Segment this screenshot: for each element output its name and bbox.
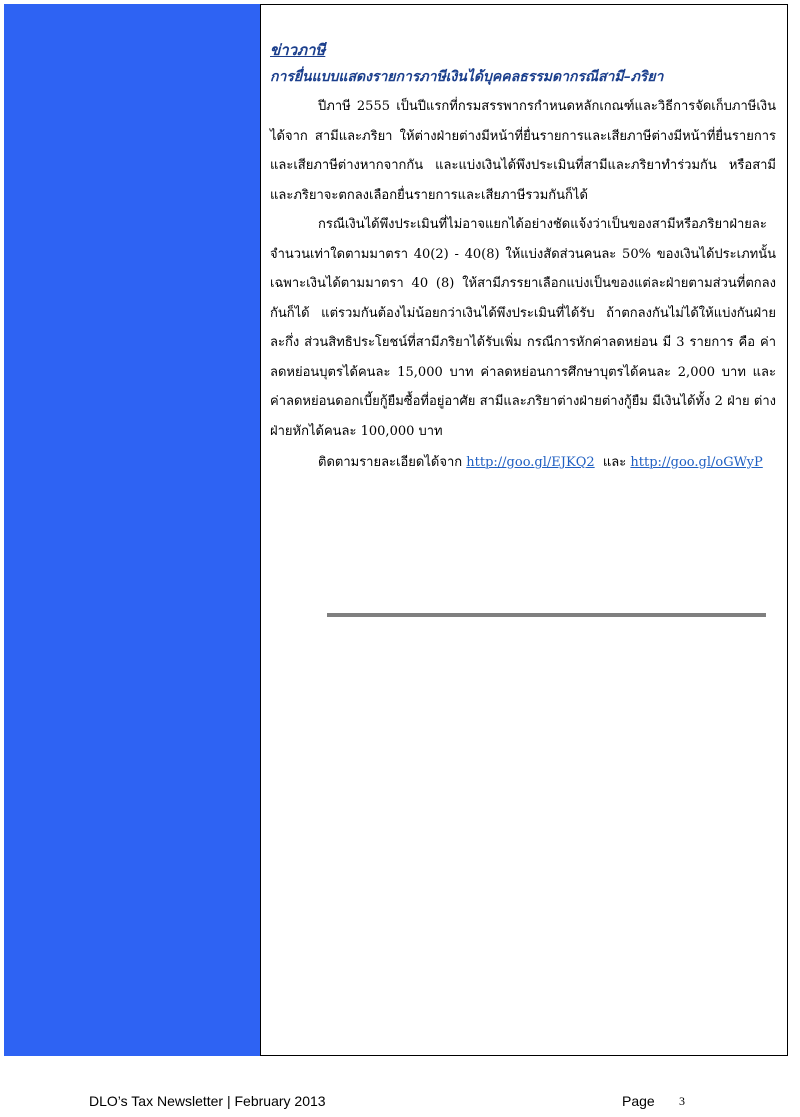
- reference-link-1[interactable]: http://goo.gl/EJKQ2: [466, 455, 595, 470]
- footer-page-label: Page: [622, 1093, 655, 1109]
- page-footer: [0, 1093, 800, 1113]
- follow-up-line: [270, 448, 776, 478]
- footer-page-number: 3: [679, 1094, 685, 1108]
- article-title: การยื่นแบบแสดงรายการภาษีเงินได้บุคคลธรรมดากรณีสามี–ภริยา: [270, 69, 664, 85]
- article-paragraph-2: กรณีเงินได้พึงประเมินที่ไม่อาจแยกได้อย่างชัดแจ้งว่าเป็นของสามีหรือภริยาฝ่ายละจำนวนเท่าใดตามมาตรา 40(2) - 40(8) ให้แบ่งสัดส่วนคนละ 50% ของเงินได้ประเภทนั้น เฉพาะเงินได้ตามมาตรา 40 (8) ให้สามีภรรยาเลือกแบ่งเป็นของแต่ละฝ่ายตามส่วนที่ตกลงกันก็ได้ แต่รวมกันต้องไม่น้อยกว่าเงินได้พึงประเมินที่ได้รับ ถ้าตกลงกันไม่ได้ให้แบ่งกันฝ่ายละกึ่ง ส่วนสิทธิประโยชน์ที่สามีภริยาได้รับเพิ่ม กรณีการหักค่าลดหย่อน มี 3 รายการ คือ ค่าลดหย่อนบุตรได้คนละ 15,000 บาท ค่าลดหย่อนการศึกษาบุตรได้คนละ 2,000 บาท และค่าลดหย่อนดอกเบี้ยกู้ยืมซื้อที่อยู่อาศัย สามีและภริยาต่างฝ่ายต่างกู้ยืม มีเงินได้ทั้ง 2 ฝ่าย ต่างฝ่ายหักได้คนละ 100,000 บาท: [270, 217, 776, 439]
- footer-newsletter-title: DLO’s Tax Newsletter | February 2013: [89, 1093, 326, 1109]
- sidebar-panel: [4, 4, 261, 1056]
- article-content: [270, 40, 776, 478]
- section-heading: ข่าวภาษี: [270, 41, 326, 59]
- follow-up-prefix: ติดตามรายละเอียดได้จาก: [318, 455, 467, 470]
- reference-link-2[interactable]: http://goo.gl/oGWyP: [630, 455, 763, 470]
- article-paragraph-1: ปีภาษี 2555 เป็นปีแรกที่กรมสรรพากรกำหนดหลักเกณฑ์และวิธีการจัดเก็บภาษีเงินได้จาก สามีและภริยา ให้ต่างฝ่ายต่างมีหน้าที่ยื่นรายการและเสียภาษีต่างมีหน้าที่ยื่นรายการและเสียภาษีต่างหากจากกัน และแบ่งเงินได้พึงประเมินที่สามีและภริยาทำร่วมกัน หรือสามีและภริยาจะตกลงเลือกยื่นรายการและเสียภาษีรวมกันก็ได้: [270, 99, 776, 203]
- follow-up-conjunction: และ: [594, 455, 631, 470]
- horizontal-divider: [327, 613, 766, 617]
